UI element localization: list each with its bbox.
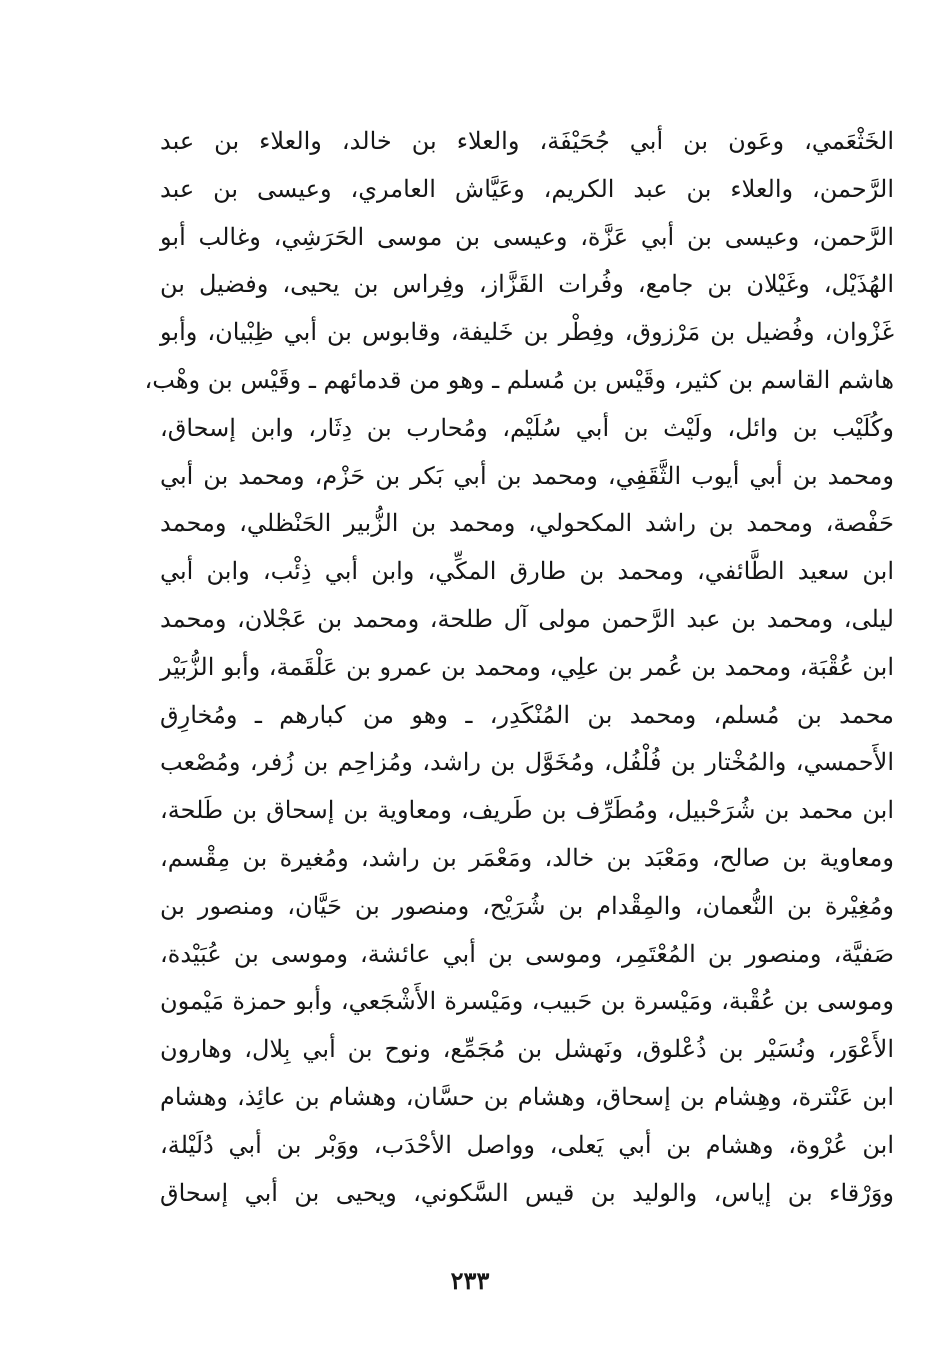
text-line-4: الهُذَيْل، وغَيْلان بن جامع، وفُرات القَزَّاز، وفِراس بن يحيى، وفضيل بن: [160, 270, 895, 299]
text-line-13: محمد بن مُسلم، ومحمد بن المُنْكَدِر، ـ وهو من كبارهم ـ ومُخارِق: [160, 700, 894, 729]
text-line-18: صَفيَّة، ومنصور بن المُعْتَمِر، وموسى بن أبي عائشة، وموسى بن عُبَيْدة،: [160, 939, 894, 968]
text-line-8: ومحمد بن أبي أيوب الثَّقَفِي، ومحمد بن أبي بَكر بن حَزْم، ومحمد بن أبي: [160, 461, 894, 490]
page-number: ٢٣٣: [450, 1266, 490, 1295]
body-text: [144, 118, 895, 1217]
text-line-23: ووَرْقاء بن إياس، والوليد بن قيس السَّكوني، ويحيى بن أبي إسحاق: [160, 1178, 894, 1207]
text-line-15: ابن محمد بن شُرَحْبيل، ومُطَرِّف بن طَريف، ومعاوية بن إسحاق بن طَلحة،: [160, 796, 894, 825]
text-line-9: حَفْصة، ومحمد بن راشد المكحولي، ومحمد بن الزُّبير الحَنْظلي، ومحمد: [160, 509, 895, 538]
text-line-1: الخَثْعَمي، وعَون بن أبي جُحَيْفَة، والعلاء بن خالد، والعلاء بن عبد: [160, 127, 894, 155]
text-line-3: الرَّحمن، وعيسى بن أبي عَزَّة، وعيسى بن موسى الحَرَشِي، وغالب أبو: [160, 222, 894, 251]
text-line-17: ومُغِيْرة بن النُّعمان، والمِقْدام بن شُرَيْح، ومنصور بن حَيَّان، ومنصور بن: [160, 891, 894, 920]
text-line-14: الأَحمسي، والمُخْتار بن فُلْفُل، ومُخَوَّل بن راشد، ومُزاحِم بن زُفر، ومُصْعب: [160, 748, 894, 777]
text-line-19: وموسى بن عُقْبة، ومَيْسرة بن حَبيب، ومَيْسرة الأَشْجَعي، وأبو حمزة مَيْمون: [160, 987, 894, 1016]
text-line-20: الأَعْوَر، ونُسَيْر بن ذُعْلوق، ونَهشل بن مُجَمِّع، ونوح بن أبي بِلال، وهارون: [160, 1035, 894, 1064]
text-line-22: ابن عُرْوة، وهشام بن أبي يَعلى، وواصل الأحْدَب، ووَبْر بن أبي دُلَيْلة،: [160, 1130, 894, 1159]
text-line-21: ابن عَنْترة، وهِشام بن إسحاق، وهشام بن حسَّان، وهشام بن عائِذ، وهشام: [160, 1082, 894, 1111]
text-line-10: ابن سعيد الطَّائفي، ومحمد بن طارق المكِّي، وابن أبي ذِئْب، وابن أبي: [160, 557, 894, 586]
text-line-7: وكُلَيْب بن وائل، ولَيْث بن أبي سُلَيْم، ومُحارب بن دِثَار، وابن إسحاق،: [160, 413, 894, 442]
text-line-16: ومعاوية بن صالح، ومَعْبَد بن خالد، ومَعْمَر بن راشد، ومُغيرة بن مِقْسم،: [160, 843, 894, 872]
text-line-12: ابن عُقْبَة، ومحمد بن عُمر بن علِي، ومحمد بن عمرو بن عَلْقَمة، وأبو الزُّبَيْر: [160, 652, 894, 681]
text-line-6: هاشم القاسم بن كثير، وقَيْس بن مُسلم ـ وهو من قدمائهم ـ وقَيْس بن وهْب،: [144, 365, 894, 394]
text-line-5: غَزْوان، وفُضيل بن مَرْزوق، وفِطْر بن خَليفة، وقابوس بن أبي ظِبْيان، وأبو: [160, 318, 894, 347]
text-line-2: الرَّحمن، والعلاء بن عبد الكريم، وعَيَّاش العامري، وعيسى بن عبد: [160, 174, 894, 203]
text-line-11: ليلى، ومحمد بن عبد الرَّحمن مولى آل طلحة، ومحمد بن عَجْلان، ومحمد: [160, 604, 894, 633]
